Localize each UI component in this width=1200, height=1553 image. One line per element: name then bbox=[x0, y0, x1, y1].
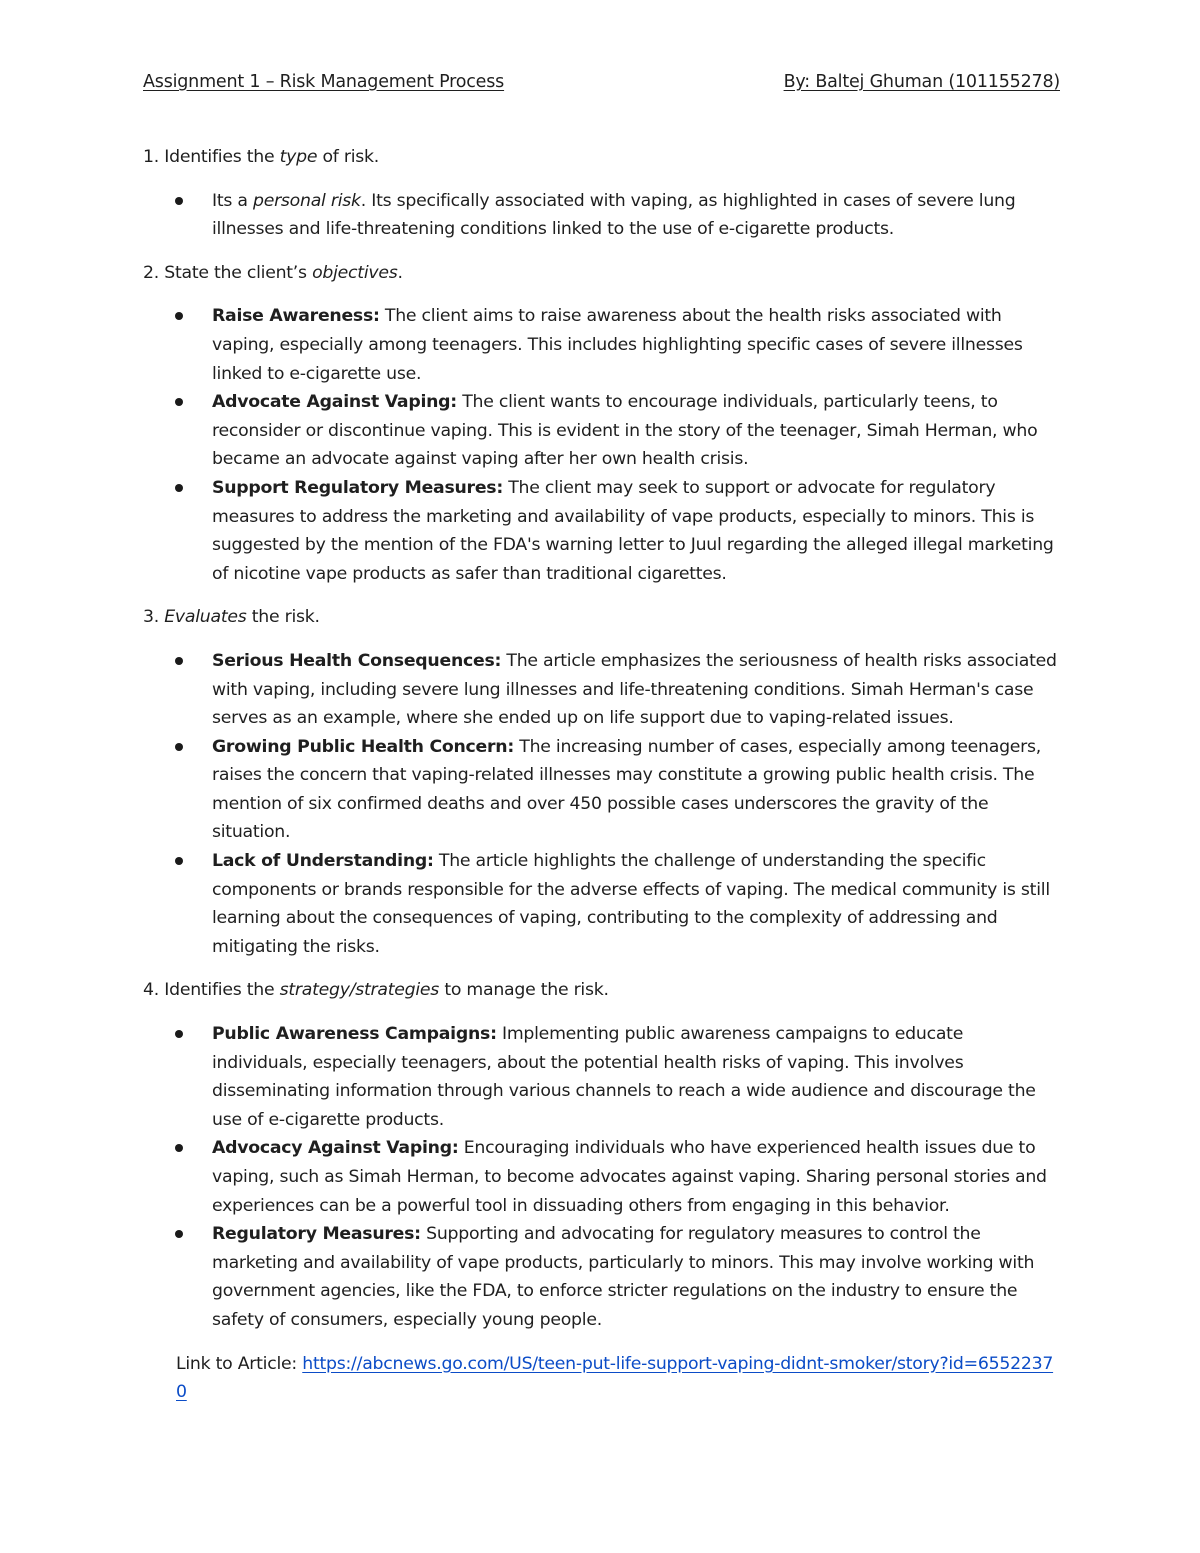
question-emphasis: type bbox=[279, 147, 318, 167]
item-label: Advocacy Against Vaping: bbox=[212, 1138, 459, 1159]
bullet-icon bbox=[175, 857, 183, 865]
bullet-icon bbox=[175, 743, 183, 751]
bullet-icon bbox=[175, 1230, 183, 1238]
bullet-icon bbox=[175, 197, 183, 205]
page-header bbox=[143, 72, 1060, 98]
header-title: Assignment 1 – Risk Management Process bbox=[143, 72, 505, 92]
bullet-icon bbox=[175, 657, 183, 665]
list-item bbox=[212, 302, 1063, 388]
question-number: 2. bbox=[143, 262, 159, 283]
link-label: Link to Article: bbox=[176, 1353, 297, 1374]
question-1 bbox=[143, 143, 1063, 172]
item-text: Supporting and advocating for regulatory measures to control the marketing and availability of vape products, particularly to minors. This may involve working with government agencies, like the FDA, to enforce stricter regulations on the industry to ensure the safety of consumers, especially young people. bbox=[212, 1224, 1035, 1330]
item-label: Serious Health Consequences: bbox=[212, 650, 502, 671]
question-emphasis: objectives bbox=[312, 262, 398, 283]
item-text: The increasing number of cases, especially among teenagers, raises the concern that vaping-related illnesses may constitute a growing public health crisis. The mention of six confirmed deaths and over 450 possible cases underscores the gravity of the situation. bbox=[212, 736, 1042, 843]
article-link[interactable]: https://abcnews.go.com/US/teen-put-life-support-vaping-didnt-smoker/story?id=65522370 bbox=[176, 1353, 1054, 1403]
answer-list-4 bbox=[143, 1020, 1063, 1335]
item-label: Regulatory Measures: bbox=[212, 1224, 421, 1245]
item-text: The client wants to encourage individuals, particularly teens, to reconsider or discontinue vaping. This is evident in the story of the teenager, Simah Herman, who became an advocate against vaping after her own health crisis. bbox=[212, 392, 1038, 470]
list-item bbox=[212, 647, 1063, 733]
question-emphasis: strategy/strategies bbox=[279, 980, 440, 1001]
list-item bbox=[212, 847, 1063, 961]
article-link-row bbox=[143, 1350, 1063, 1407]
item-label: Support Regulatory Measures: bbox=[212, 477, 503, 498]
answer-list-1 bbox=[143, 187, 1063, 244]
list-item bbox=[212, 187, 1063, 244]
list-item bbox=[212, 1134, 1063, 1220]
question-number: 1. bbox=[143, 147, 159, 167]
question-number: 3. bbox=[143, 607, 159, 628]
item-emphasis: personal risk bbox=[252, 190, 361, 211]
question-emphasis: Evaluates bbox=[164, 607, 247, 628]
list-item bbox=[212, 388, 1063, 474]
item-text: Encouraging individuals who have experienced health issues due to vaping, such as Simah Herman, to become advocates against vaping. Sharing personal stories and experiences can be a powerful tool in dissuading others from engaging in this behavior. bbox=[212, 1138, 1047, 1216]
item-text: Its a bbox=[212, 190, 248, 211]
item-text: The article highlights the challenge of understanding the specific components or brands responsible for the adverse effects of vaping. The medical community is still learning about the consequences of vaping, contributing to the complexity of addressing and mitigating the risks. bbox=[212, 851, 1050, 957]
list-item bbox=[212, 1020, 1063, 1134]
item-text: The client aims to raise awareness about the health risks associated with vaping, especially among teenagers. This includes highlighting specific cases of severe illnesses linked to e-cigarette use. bbox=[212, 306, 1023, 384]
item-text: Implementing public awareness campaigns to educate individuals, especially teenagers, about the potential health risks of vaping. This involves disseminating information through various channels to reach a wide audience and discourage the use of e-cigarette products. bbox=[212, 1024, 1036, 1130]
question-2 bbox=[143, 259, 1063, 288]
question-number: 4. bbox=[143, 980, 159, 1001]
question-text: the risk. bbox=[251, 607, 320, 628]
document-body bbox=[143, 143, 1063, 1407]
question-text: to manage the risk. bbox=[444, 980, 609, 1001]
list-item bbox=[212, 1220, 1063, 1334]
answer-list-2 bbox=[143, 302, 1063, 588]
question-text: of risk. bbox=[322, 147, 380, 167]
bullet-icon bbox=[175, 312, 183, 320]
answer-list-3 bbox=[143, 647, 1063, 962]
question-3 bbox=[143, 603, 1063, 632]
item-label: Lack of Understanding: bbox=[212, 851, 434, 872]
item-label: Growing Public Health Concern: bbox=[212, 736, 515, 757]
list-item bbox=[212, 474, 1063, 588]
bullet-icon bbox=[175, 484, 183, 492]
item-text: The client may seek to support or advocate for regulatory measures to address the marketing and availability of vape products, especially to minors. This is suggested by the mention of the FDA's warning letter to Juul regarding the alleged illegal marketing of nicotine vape products as safer than traditional cigarettes. bbox=[212, 477, 1054, 584]
bullet-icon bbox=[175, 1030, 183, 1038]
item-text: . Its specifically associated with vaping, as highlighted in cases of severe lung illnesses and life-threatening conditions linked to the use of e-cigarette products. bbox=[212, 190, 1016, 240]
question-text: Identifies the bbox=[164, 980, 275, 1001]
bullet-icon bbox=[175, 398, 183, 406]
question-text: Identifies the bbox=[164, 147, 275, 167]
question-4 bbox=[143, 976, 1063, 1005]
item-label: Public Awareness Campaigns: bbox=[212, 1024, 497, 1045]
question-text: State the client’s bbox=[164, 262, 307, 283]
list-item bbox=[212, 733, 1063, 847]
header-author: By: Baltej Ghuman (101155278) bbox=[783, 72, 1060, 92]
question-text: . bbox=[397, 262, 403, 283]
item-label: Advocate Against Vaping: bbox=[212, 392, 457, 413]
bullet-icon bbox=[175, 1144, 183, 1152]
item-text: The article emphasizes the seriousness of health risks associated with vaping, including severe lung illnesses and life-threatening conditions. Simah Herman's case serves as an example, where she ended up on life support due to vaping-related issues. bbox=[212, 650, 1057, 729]
item-label: Raise Awareness: bbox=[212, 306, 380, 327]
